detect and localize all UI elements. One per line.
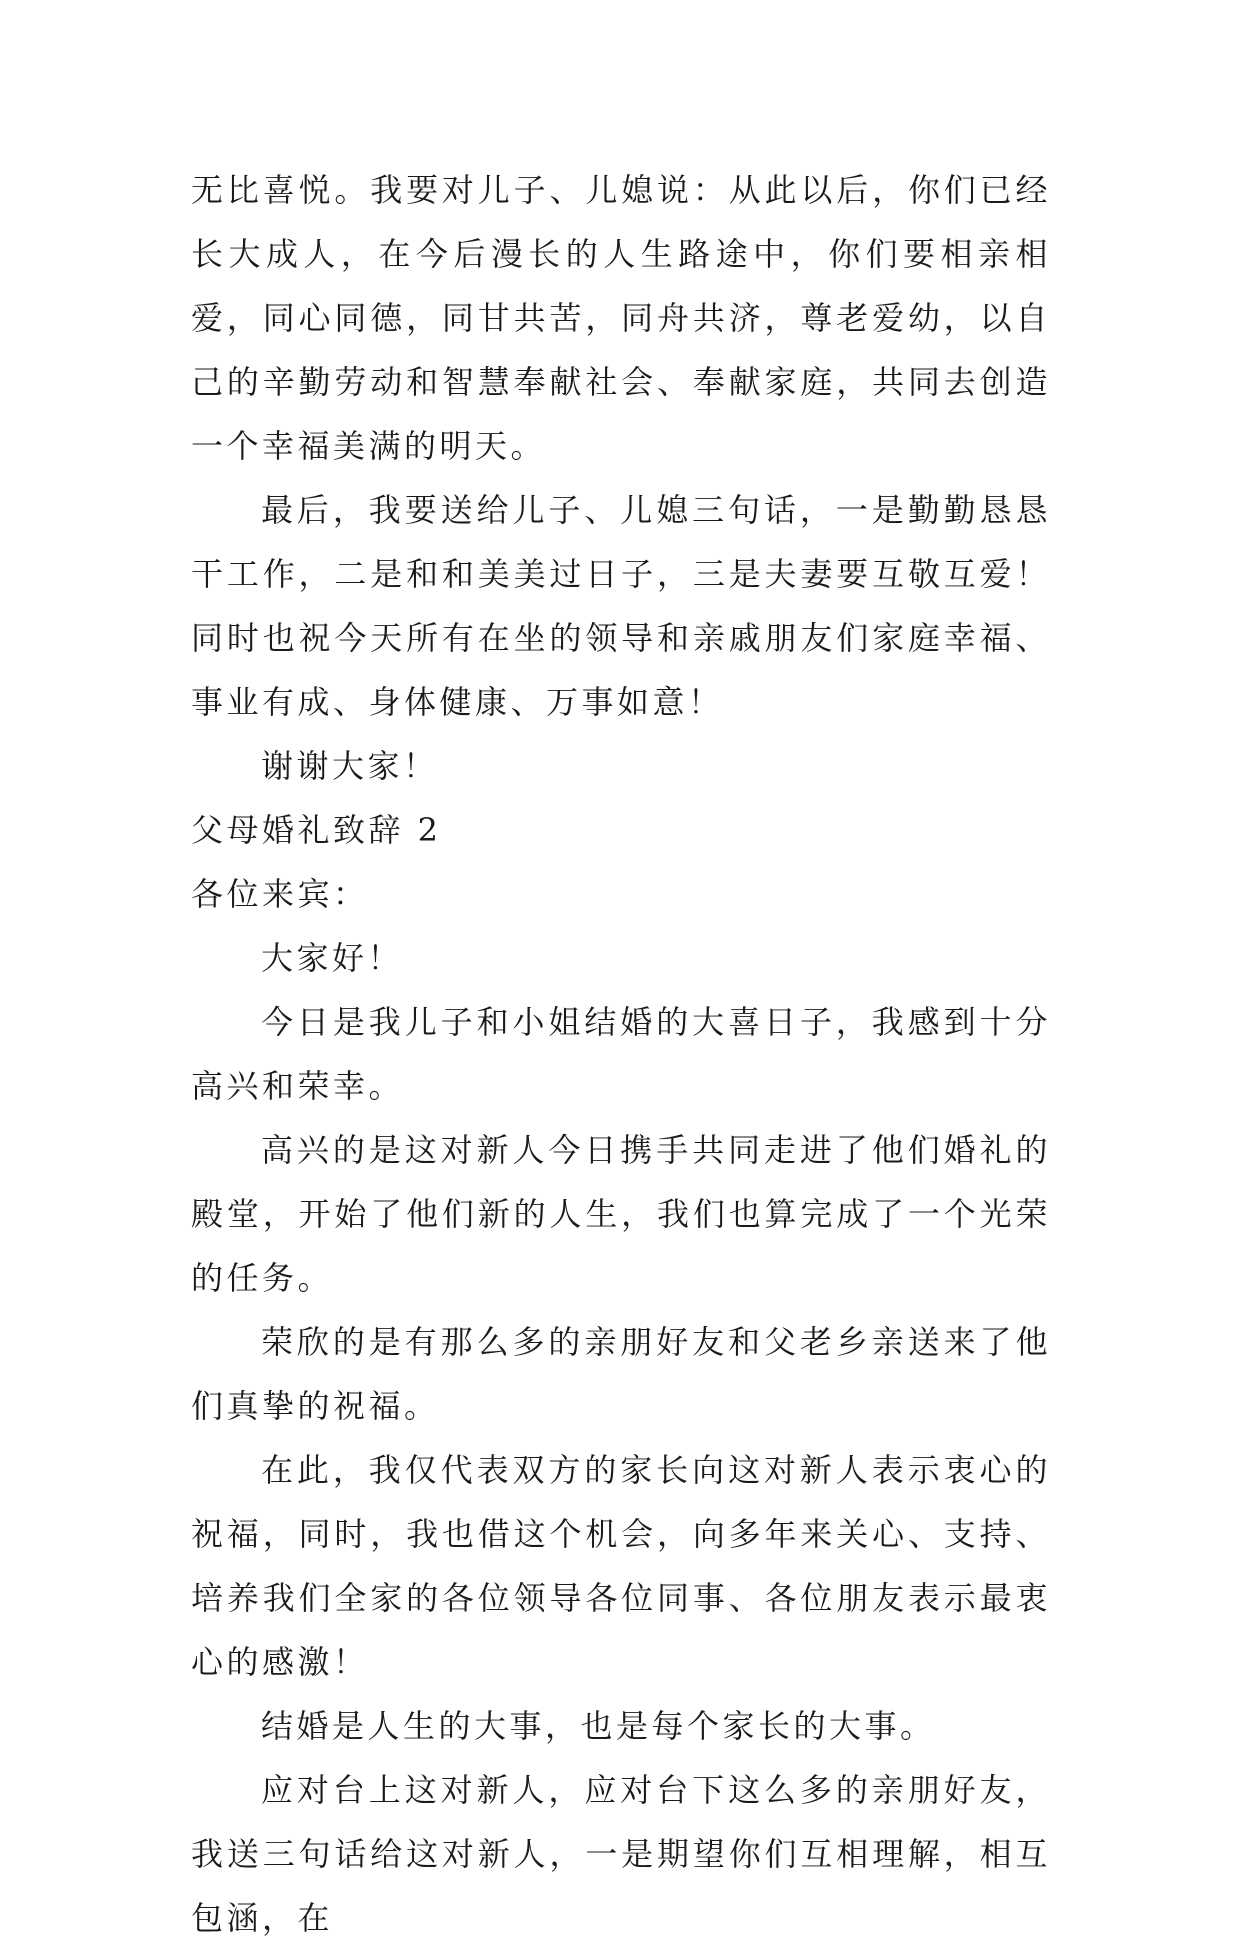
section-heading: 父母婚礼致辞 2 xyxy=(191,811,442,849)
paragraph-marriage-matter: 结婚是人生的大事，也是每个家长的大事。 xyxy=(261,1707,936,1745)
paragraph-happy: 高兴的是这对新人今日携手共同走进了他们婚礼的殿堂，开始了他们新的人生，我们也算完成了一个光荣的任务。 xyxy=(191,1131,1051,1297)
salutation: 各位来宾： xyxy=(191,875,369,913)
paragraph-on-behalf: 在此，我仅代表双方的家长向这对新人表示衷心的祝福，同时，我也借这个机会，向多年来关心、支持、培养我们全家的各位领导各位同事、各位朋友表示最衷心的感激！ xyxy=(191,1451,1051,1681)
paragraph-wedding-day: 今日是我儿子和小姐结婚的大喜日子，我感到十分高兴和荣幸。 xyxy=(191,1003,1051,1105)
paragraph-greeting: 大家好！ xyxy=(261,939,404,977)
paragraph-three-words: 应对台上这对新人，应对台下这么多的亲朋好友，我送三句话给这对新人，一是期望你们互相理解，相互包涵，在 xyxy=(191,1771,1051,1937)
paragraph-three-sayings: 最后，我要送给儿子、儿媳三句话，一是勤勤恳恳干工作，二是和和美美过日子，三是夫妻要互敬互爱！同时也祝今天所有在坐的领导和亲戚朋友们家庭幸福、事业有成、身体健康、万事如意！ xyxy=(191,491,1051,721)
paragraph-thanks: 谢谢大家！ xyxy=(261,747,439,785)
paragraph-blessing-continuation: 无比喜悦。我要对儿子、儿媳说：从此以后，你们已经长大成人，在今后漫长的人生路途中，你们要相亲相爱，同心同德，同甘共苦，同舟共济，尊老爱幼，以自己的辛勤劳动和智慧奉献社会、奉献家庭，共同去创造一个幸福美满的明天。 xyxy=(191,171,1051,465)
document-body xyxy=(191,158,1051,1950)
paragraph-gratified: 荣欣的是有那么多的亲朋好友和父老乡亲送来了他们真挚的祝福。 xyxy=(191,1323,1051,1425)
